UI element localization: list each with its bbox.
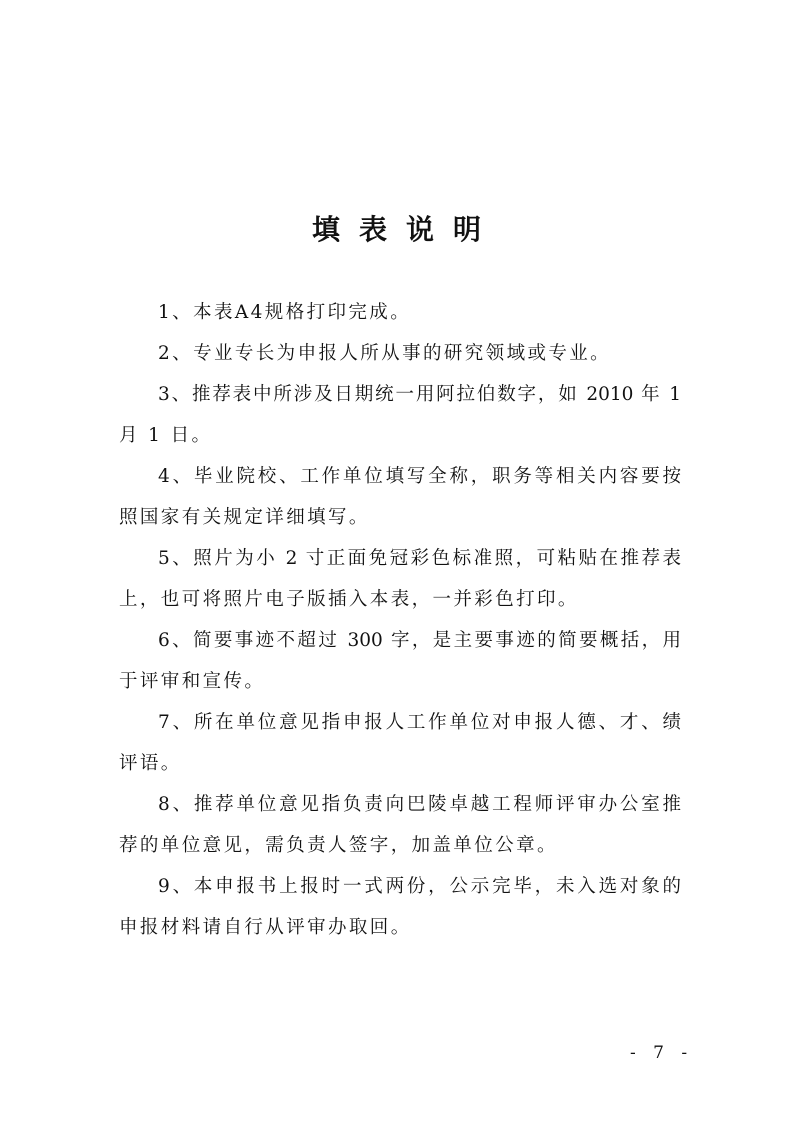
- instruction-item-4: 4、毕业院校、工作单位填写全称，职务等相关内容要按: [158, 466, 681, 487]
- instruction-item-1: 1、本表A4规格打印完成。: [158, 302, 412, 323]
- instruction-item-3-cont: 月 1 日。: [119, 425, 213, 446]
- instruction-item-8: 8、推荐单位意见指负责向巴陵卓越工程师评审办公室推: [158, 794, 681, 815]
- page-title: 填表说明: [311, 213, 500, 246]
- instruction-item-9-cont: 申报材料请自行从评审办取回。: [119, 917, 412, 938]
- instructions-list: [119, 300, 681, 956]
- instruction-item-3: 3、推荐表中所涉及日期统一用阿拉伯数字，如 2010 年 1: [158, 384, 681, 405]
- instruction-item-9: 9、本申报书上报时一式两份，公示完毕，未入选对象的: [158, 876, 681, 897]
- instruction-item-7: 7、所在单位意见指申报人工作单位对申报人德、才、绩: [158, 712, 681, 733]
- instruction-item-2: 2、专业专长为申报人所从事的研究领域或专业。: [158, 343, 612, 364]
- instruction-item-5-cont: 上，也可将照片电子版插入本表，一并彩色打印。: [119, 589, 579, 610]
- instruction-item-7-cont: 评语。: [119, 753, 182, 774]
- instruction-item-6: 6、简要事迹不超过 300 字，是主要事迹的简要概括，用: [158, 630, 681, 651]
- instruction-item-4-cont: 照国家有关规定详细填写。: [119, 507, 370, 528]
- page-number: - 7 -: [630, 1043, 694, 1063]
- instruction-item-8-cont: 荐的单位意见，需负责人签字，加盖单位公章。: [119, 835, 558, 856]
- instruction-item-5: 5、照片为小 2 寸正面免冠彩色标准照，可粘贴在推荐表: [158, 548, 681, 569]
- instruction-item-6-cont: 于评审和宣传。: [119, 671, 266, 692]
